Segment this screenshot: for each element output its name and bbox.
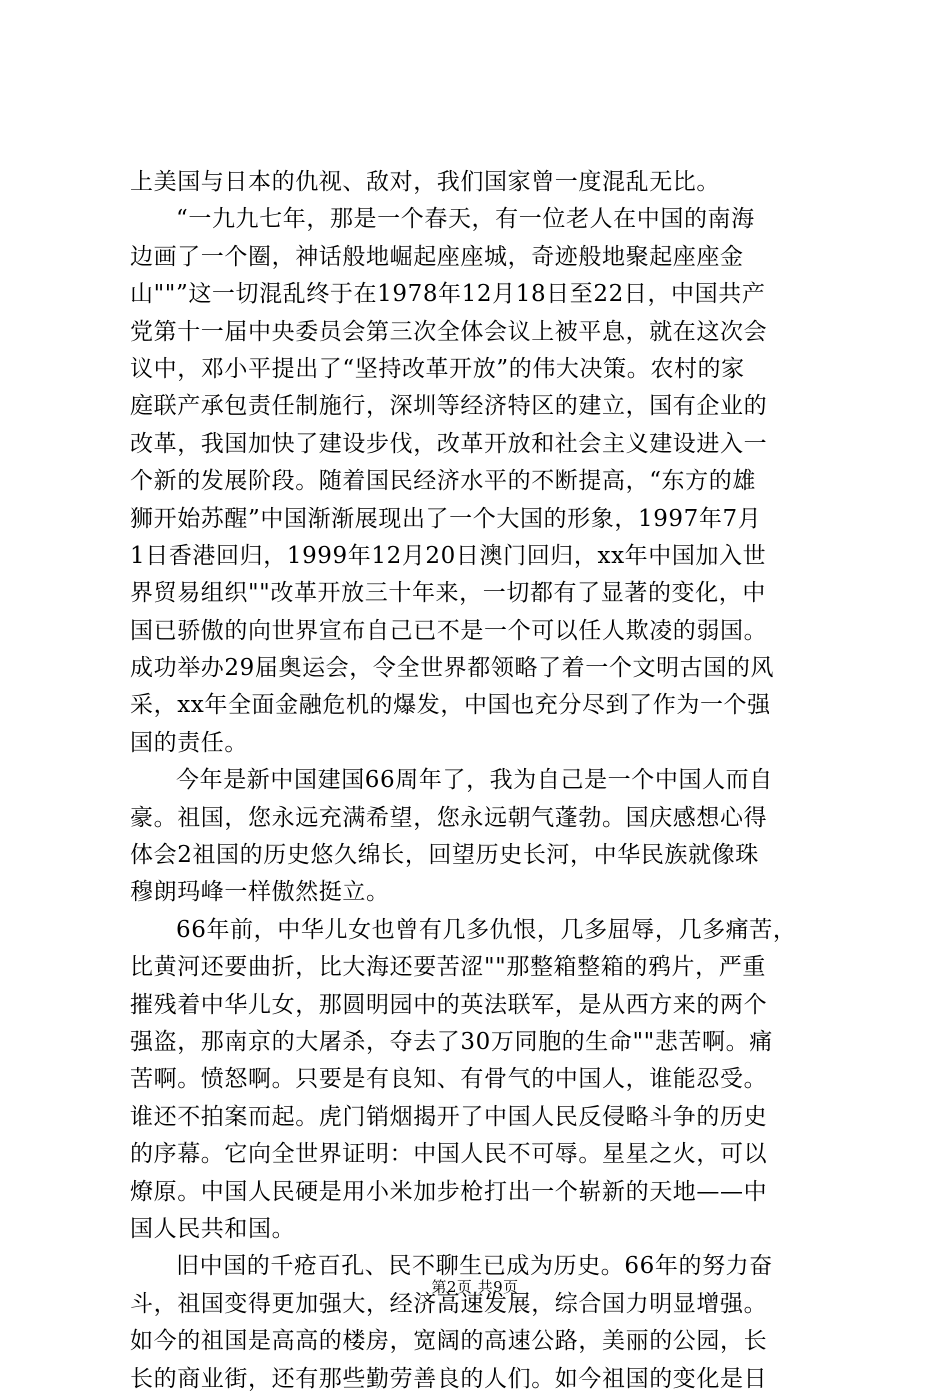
text-line: 议中，邓小平提出了“坚持改革开放”的伟大决策。农村的家	[130, 355, 745, 382]
text-line: 苦啊。愤怒啊。只要是有良知、有骨气的中国人，谁能忍受。	[130, 1066, 768, 1093]
text-line: 今年是新中国建国66周年了，我为自己是一个中国人而自	[176, 767, 773, 794]
text-line: 66年前，中华儿女也曾有几多仇恨，几多屈辱，几多痛苦，	[176, 916, 797, 943]
text-line: 旧中国的千疮百孔、民不聊生已成为历史。66年的努力奋	[176, 1253, 773, 1280]
text-line: 体会2祖国的历史悠久绵长，回望历史长河，中华民族就像珠	[130, 842, 759, 869]
text-line: 成功举办29届奥运会，令全世界都领略了着一个文明古国的风	[130, 655, 775, 682]
text-line: 狮开始苏醒”中国渐渐展现出了一个大国的形象，1997年7月	[130, 505, 762, 532]
text-line: 上美国与日本的仇视、敌对，我们国家曾一度混乱无比。	[130, 169, 720, 195]
page-footer: 第2页 共9页	[431, 1278, 519, 1296]
text-line: 山""”这一切混乱终于在1978年12月18日至22日，中国共产	[130, 281, 766, 308]
text-line: 个新的发展阶段。随着国民经济水平的不断提高，“东方的雄	[130, 468, 756, 495]
text-line: 谁还不拍案而起。虎门销烟揭开了中国人民反侵略斗争的历史	[130, 1103, 768, 1130]
text-line: 的序幕。它向全世界证明：中国人民不可辱。星星之火，可以	[130, 1141, 768, 1168]
text-line: 国已骄傲的向世界宣布自己已不是一个可以任人欺凌的弱国。	[130, 617, 768, 644]
text-line: 党第十一届中央委员会第三次全体会议上被平息，就在这次会	[130, 318, 768, 345]
text-line: 改革，我国加快了建设步伐，改革开放和社会主义建设进入一	[130, 430, 768, 457]
body-text	[130, 164, 834, 1398]
text-line: 国的责任。	[130, 729, 248, 756]
text-line: 界贸易组织""改革开放三十年来，一切都有了显著的变化，中	[130, 580, 766, 607]
text-line: 1日香港回归，1999年12月20日澳门回归，xx年中国加入世	[130, 542, 767, 569]
text-line: 国人民共和国。	[130, 1215, 296, 1242]
text-line: 豪。祖国，您永远充满希望，您永远朝气蓬勃。国庆感想心得	[130, 804, 768, 831]
text-line: 摧残着中华儿女，那圆明园中的英法联军，是从西方来的两个	[130, 991, 768, 1018]
text-line: “一九九七年，那是一个春天，有一位老人在中国的南海	[176, 206, 755, 233]
text-line: 燎原。中国人民硬是用小米加步枪打出一个崭新的天地——中	[130, 1178, 768, 1205]
text-line: 如今的祖国是高高的楼房，宽阔的高速公路，美丽的公园，长	[130, 1328, 768, 1355]
text-line: 强盗，那南京的大屠杀，夺去了30万同胞的生命""悲苦啊。痛	[130, 1028, 773, 1055]
text-line: 穆朗玛峰一样傲然挺立。	[130, 879, 390, 906]
text-line: 长的商业街，还有那些勤劳善良的人们。如今祖国的变化是日	[130, 1365, 768, 1392]
text-line: 比黄河还要曲折，比大海还要苦涩""那整箱整箱的鸦片，严重	[130, 954, 766, 981]
text-line: 采，xx年全面金融危机的爆发，中国也充分尽到了作为一个强	[130, 692, 771, 719]
text-line: 斗，祖国变得更加强大，经济高速发展，综合国力明显增强。	[130, 1290, 768, 1317]
text-line: 庭联产承包责任制施行，深圳等经济特区的建立，国有企业的	[130, 393, 768, 420]
text-line: 边画了一个圈，神话般地崛起座座城，奇迹般地聚起座座金	[130, 243, 744, 270]
